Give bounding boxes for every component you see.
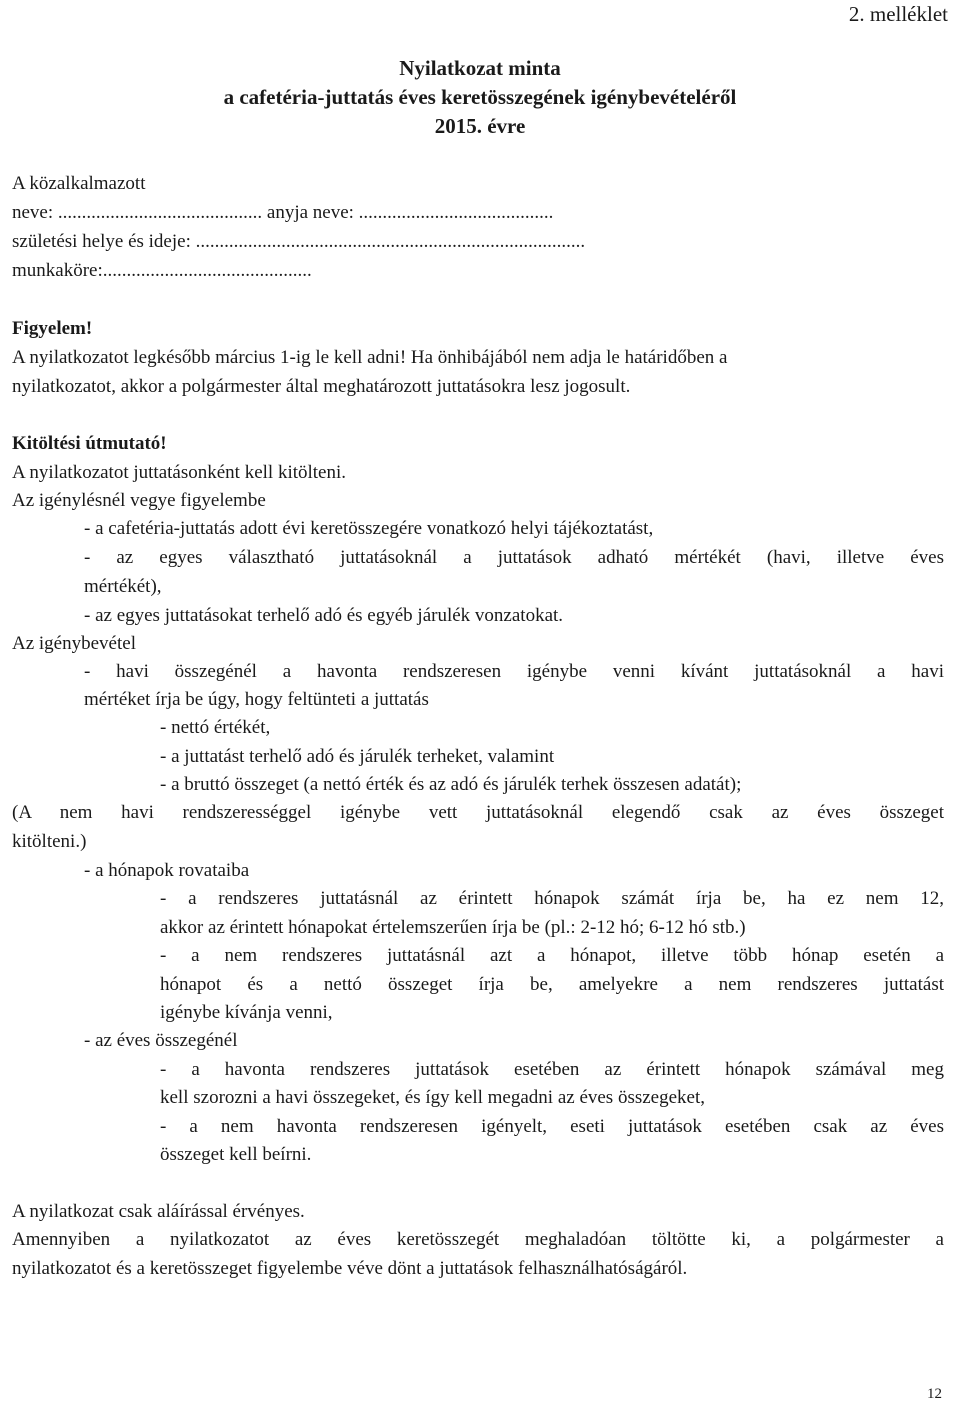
guide-line: - a nem havonta rendszeresen igényelt, eseti juttatások esetében csak az éves <box>160 1116 944 1137</box>
guide-heading: Kitöltési útmutató! <box>12 433 167 454</box>
guide-line: - havi összegénél a havonta rendszeresen igénybe venni kívánt juttatásoknál a havi <box>84 661 944 682</box>
guide-line: igénybe kívánja venni, <box>160 1002 333 1023</box>
guide-line: mértékét), <box>84 576 162 597</box>
guide-line: - a hónapok rovataiba <box>84 860 250 881</box>
document-title: Nyilatkozat minta <box>399 56 561 80</box>
employee-name-line: neve: ........................................... anyja neve: ......................................... <box>12 202 554 223</box>
notice-line: nyilatkozatot, akkor a polgármester által meghatározott juttatásokra lesz jogosult. <box>12 376 631 397</box>
guide-line: akkor az érintett hónapokat értelemszerűen írja be (pl.: 2-12 hó; 6-12 hó stb.) <box>160 917 746 938</box>
guide-line: - nettó értékét, <box>160 717 271 738</box>
closing-line: A nyilatkozat csak aláírással érvényes. <box>12 1201 305 1222</box>
guide-line: kell szorozni a havi összegeket, és így kell megadni az éves összegeket, <box>160 1087 705 1108</box>
guide-line: - a cafetéria-juttatás adott évi keretösszegére vonatkozó helyi tájékoztatást, <box>84 518 654 539</box>
guide-line: Az igénybevétel <box>12 633 136 654</box>
guide-line: A nyilatkozatot juttatásonként kell kitölteni. <box>12 462 347 483</box>
guide-line: - a rendszeres juttatásnál az érintett hónapok számát írja be, ha ez nem 12, <box>160 888 944 909</box>
guide-line: - a nem rendszeres juttatásnál azt a hónapot, illetve több hónap esetén a <box>160 945 944 966</box>
guide-line: mértéket írja be úgy, hogy feltünteti a juttatás <box>84 689 429 710</box>
document-year: 2015. évre <box>434 114 526 138</box>
guide-line: - az egyes juttatásokat terhelő adó és egyéb járulék vonzatokat. <box>84 605 564 626</box>
employee-birth-line: születési helye és ideje: .................................................................................. <box>12 231 586 252</box>
closing-line: nyilatkozatot és a keretösszeget figyelembe véve dönt a juttatások felhasználhatóságáról. <box>12 1258 688 1279</box>
guide-line: - a juttatást terhelő adó és járulék terheket, valamint <box>160 746 555 767</box>
guide-line: - az éves összegénél <box>84 1030 238 1051</box>
closing-line: Amennyiben a nyilatkozatot az éves keretösszegét meghaladóan töltötte ki, a polgármester a <box>12 1229 944 1250</box>
guide-line: hónapot és a nettó összeget írja be, amelyekre a nem rendszeres juttatást <box>160 974 944 995</box>
annex-label: 2. melléklet <box>848 2 948 26</box>
document-subtitle: a cafetéria-juttatás éves keretösszegének igénybevételéről <box>223 85 737 109</box>
guide-line: Az igénylésnél vegye figyelembe <box>12 490 266 511</box>
guide-line: (A nem havi rendszerességgel igénybe vett juttatásoknál elegendő csak az éves összeget <box>12 802 944 823</box>
employee-label: A közalkalmazott <box>12 173 146 194</box>
guide-line: összeget kell beírni. <box>160 1144 312 1165</box>
guide-line: kitölteni.) <box>12 831 87 852</box>
employee-job-line: munkaköre:............................................ <box>12 260 312 281</box>
notice-line: A nyilatkozatot legkésőbb március 1-ig le kell adni! Ha önhibájából nem adja le határidőben a <box>12 347 728 368</box>
page-number: 12 <box>927 1386 942 1402</box>
guide-line: - a bruttó összeget (a nettó érték és az adó és járulék terhek összesen adatát); <box>160 774 742 795</box>
guide-line: - az egyes választható juttatásoknál a juttatások adható mértékét (havi, illetve éves <box>84 547 944 568</box>
notice-heading: Figyelem! <box>12 318 93 339</box>
guide-line: - a havonta rendszeres juttatások esetében az érintett hónapok számával meg <box>160 1059 944 1080</box>
